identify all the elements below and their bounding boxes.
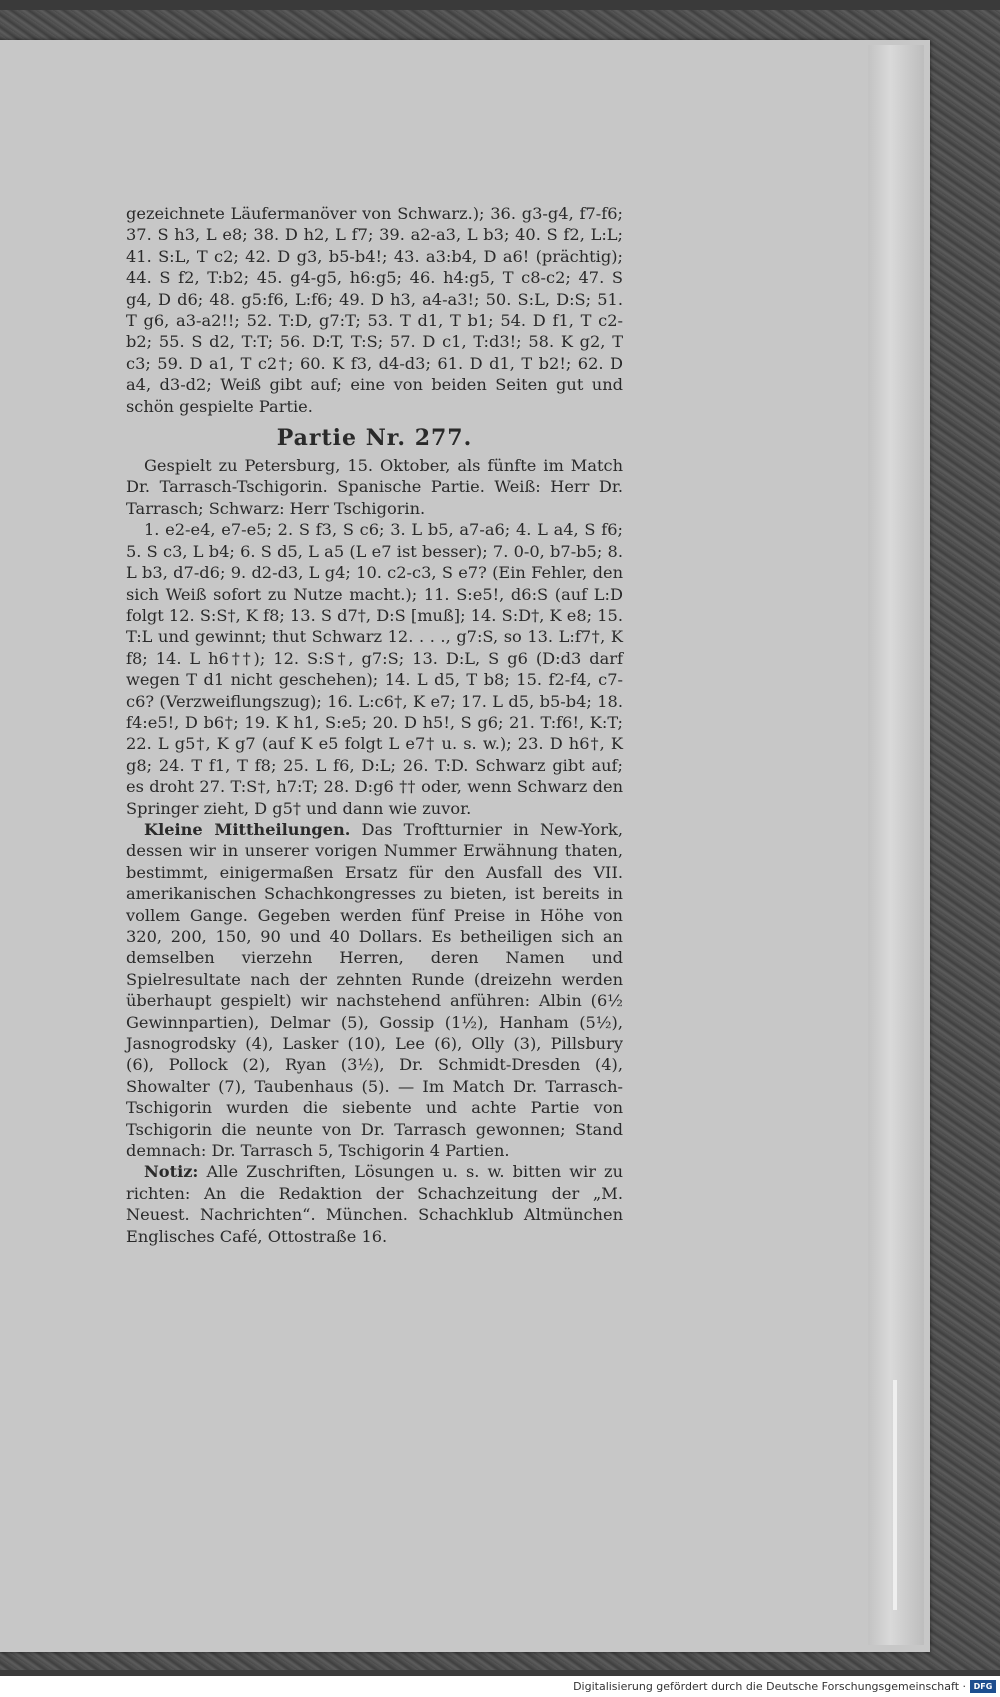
news-text: Das Troftturnier in New-York, dessen wir in unserer vorigen Nummer Erwähnung thaten, bestimmt, einigermaßen Ersatz für den Ausfall des VII. amerikanischen Schachkongresses zu bieten, ist bereits in vollem Gange. Gegeben werden fünf Preise in Höhe von 320, 200, 150, 90 und 40 Dollars. Es betheiligen sich an demselben vierzehn Herren, deren Namen und Spielresultate nach der zehnten Runde (dreizehn werden überhaupt gespielt) wir nachstehend anführen: Albin (6½ Gewinnpartien), Delmar (5), Gossip (1½), Hanham (5½), Jasnogrodsky (4), Lasker (10), Lee (6), Olly (3), Pillsbury (6), Pollock (2), Ryan (3½), Dr. Schmidt-Dresden (4), Showalter (7), Taubenhaus (5). — Im Match Dr. Tarrasch-Tschigorin wurden die siebente und achte Partie von Tschigorin die neunte von Dr. Tarrasch gewonnen; Stand demnach: Dr. Tarrasch 5, Tschigorin 4 Partien. — [126, 819, 623, 1161]
game-moves-text: 1. e2-e4, e7-e5; 2. S f3, S c6; 3. L b5, a7-a6; 4. L a4, S f6; 5. S c3, L b4; 6. S d5, L a5 (L e7 ist besser); 7. 0-0, b7-b5; 8. L b3, d7-d6; 9. d2-d3, L g4; 10. c2-c3, S e7? (Ein Fehler, den sich Weiß sofort zu Nutze macht.); 11. S:e5!, d6:S (auf L:D folgt 12. S:S†, K f8; 13. S d7†, D:S [muß]; 14. S:D†, K e8; 15. T:L und gewinnt; thut Schwarz 12. . . ., g7:S, so 13. L:f7†, K f8; 14. L h6††); 12. S:S†, g7:S; 13. D:L, S g6 (D:d3 darf wegen T d1 nicht geschehen); 14. L d5, T b8; 15. f2-f4, c7-c6? (Verzweiflungszug); 16. L:c6†, K e7; 17. L d5, b5-b4; 18. f4:e5!, D b6†; 19. K h1, S:e5; 20. D h5!, S g6; 21. T:f6!, K:T; 22. L g5†, K g7 (auf K e5 folgt L e7† u. s. w.); 23. D h6†, K g8; 24. T f1, T f8; 25. L f6, D:L; 26. T:D. Schwarz gibt auf; es droht 27. T:S†, h7:T; 28. D:g6 †† oder, wenn Schwarz den Springer zieht, D g5† und dann wie zuvor. — [126, 520, 623, 818]
news-lead: Kleine Mittheilungen. — [144, 819, 351, 839]
footer-bar — [0, 1676, 1000, 1697]
dfg-logo: DFG — [970, 1680, 996, 1693]
news-paragraph — [126, 819, 623, 1162]
footer-text: Digitalisierung gefördert durch die Deutsche Forschungsgemeinschaft · — [573, 1680, 966, 1693]
game-heading: Partie Nr. 277. — [276, 425, 473, 452]
text-column — [126, 203, 623, 1247]
note-text: Alle Zuschriften, Lösungen u. s. w. bitten wir zu richten: An die Redaktion der Schachzeitung der „M. Neuest. Nachrichten“. München. Schachklub Altmünchen Englisches Café, Ottostraße 16. — [126, 1162, 623, 1246]
game-intro-text: Gespielt zu Petersburg, 15. Oktober, als fünfte im Match Dr. Tarrasch-Tschigorin. Spanische Partie. Weiß: Herr Dr. Tarrasch; Schwarz: Herr Tschigorin. — [126, 456, 623, 518]
page-edge-highlight — [893, 1380, 897, 1610]
game-continuation-text: gezeichnete Läufermanöver von Schwarz.); 36. g3-g4, f7-f6; 37. S h3, L e8; 38. D h2, L f7; 39. a2-a3, L b3; 40. S f2, L:L; 41. S:L, T c2; 42. D g3, b5-b4!; 43. a3:b4, D a6! (prächtig); 44. S f2, T:b2; 45. g4-g5, h6:g5; 46. h4:g5, T c8-c2; 47. S g4, D d6; 48. g5:f6, L:f6; 49. D h3, a4-a3!; 50. S:L, D:S; 51. T g6, a3-a2!!; 52. T:D, g7:T; 53. T d1, T b1; 54. D f1, T c2-b2; 55. S d2, T:T; 56. D:T, T:S; 57. D c1, T:d3!; 58. K g2, T c3; 59. D a1, T c2†; 60. K f3, d4-d3; 61. D d1, T b2!; 62. D a4, d3-d2; Weiß gibt auf; eine von beiden Seiten gut und schön gespielte Partie. — [126, 204, 623, 416]
note-paragraph — [126, 1161, 623, 1247]
note-lead: Notiz: — [144, 1162, 199, 1182]
